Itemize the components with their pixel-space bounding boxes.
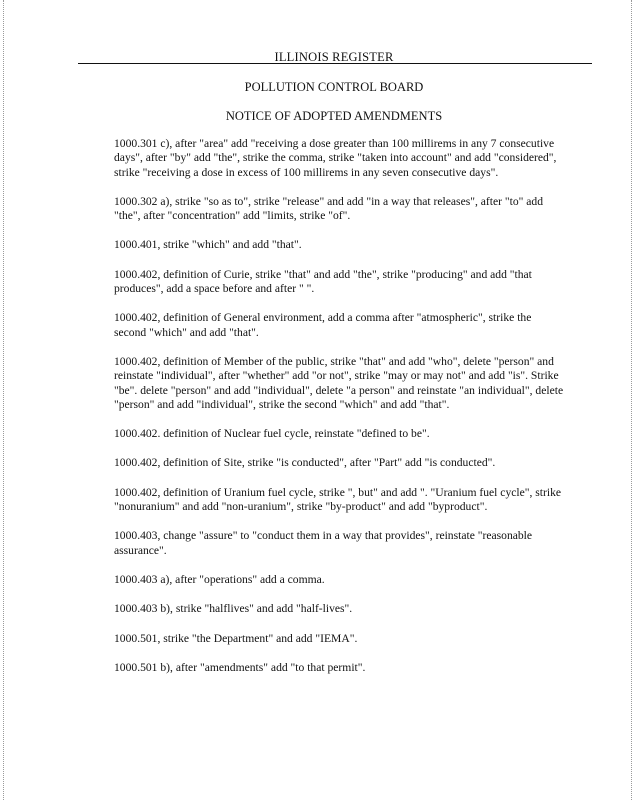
amendment-paragraph: 1000.401, strike "which" and add "that". xyxy=(114,238,302,252)
amendment-paragraph: 1000.402, definition of Uranium fuel cycle, strike ", but" and add ". "Uranium fuel cycle", strike "nonuranium" and add "non-uranium", strike "by-product" and add "byproduct". xyxy=(114,485,562,514)
amendment-paragraph: 1000.403 a), after "operations" add a comma. xyxy=(114,572,325,586)
register-header: ILLINOIS REGISTER xyxy=(274,50,394,64)
agency-name: POLLUTION CONTROL BOARD xyxy=(244,80,424,94)
scan-edge-right xyxy=(631,0,633,800)
amendment-paragraph: 1000.403 b), strike "halflives" and add "half-lives". xyxy=(114,602,353,616)
amendment-paragraph: 1000.501 b), after "amendments" add "to that permit". xyxy=(114,660,366,674)
amendment-paragraph: 1000.301 c), after "area" add "receiving a dose greater than 100 millirems in any 7 consecutive days", after "by" add "the", strike the comma, strike "taken into account" and add "considered", strike "receiving a dose in excess of 100 millirems in any seven consecutive days". xyxy=(114,137,557,179)
amendment-paragraph: 1000.402, definition of Member of the public, strike "that" and add "who", delete "person" and reinstate "individual", after "whether" add "or not", strike "may or may not" and add "is". Strike "be". delete "person" and add "individual", delete "a person" and reinstate "an individual", delete "person" and add "individual", strike the second "which" and add "that". xyxy=(114,354,564,411)
amendment-paragraph: 1000.402. definition of Nuclear fuel cycle, reinstate "defined to be". xyxy=(114,427,430,441)
header-rule xyxy=(78,63,592,64)
amendment-paragraph: 1000.402, definition of Curie, strike "that" and add "the", strike "producing" and add "that produces", add a space before and after " ". xyxy=(114,267,532,296)
amendments-body xyxy=(114,137,566,690)
amendment-paragraph: 1000.302 a), strike "so as to", strike "release" and add "in a way that releases", after "to" add "the", after "concentration" add "limits, strike "of". xyxy=(114,194,544,223)
amendment-paragraph: 1000.501, strike "the Department" and add "IEMA". xyxy=(114,631,358,645)
amendment-paragraph: 1000.402, definition of General environment, add a comma after "atmospheric", strike the second "which" and add "that". xyxy=(114,311,532,339)
amendment-paragraph: 1000.402, definition of Site, strike "is conducted", after "Part" add "is conducted". xyxy=(114,456,496,470)
amendment-paragraph: 1000.403, change "assure" to "conduct them in a way that provides", reinstate "reasonable assurance". xyxy=(114,529,533,557)
scan-edge-left xyxy=(3,0,5,800)
notice-title: NOTICE OF ADOPTED AMENDMENTS xyxy=(225,109,443,123)
